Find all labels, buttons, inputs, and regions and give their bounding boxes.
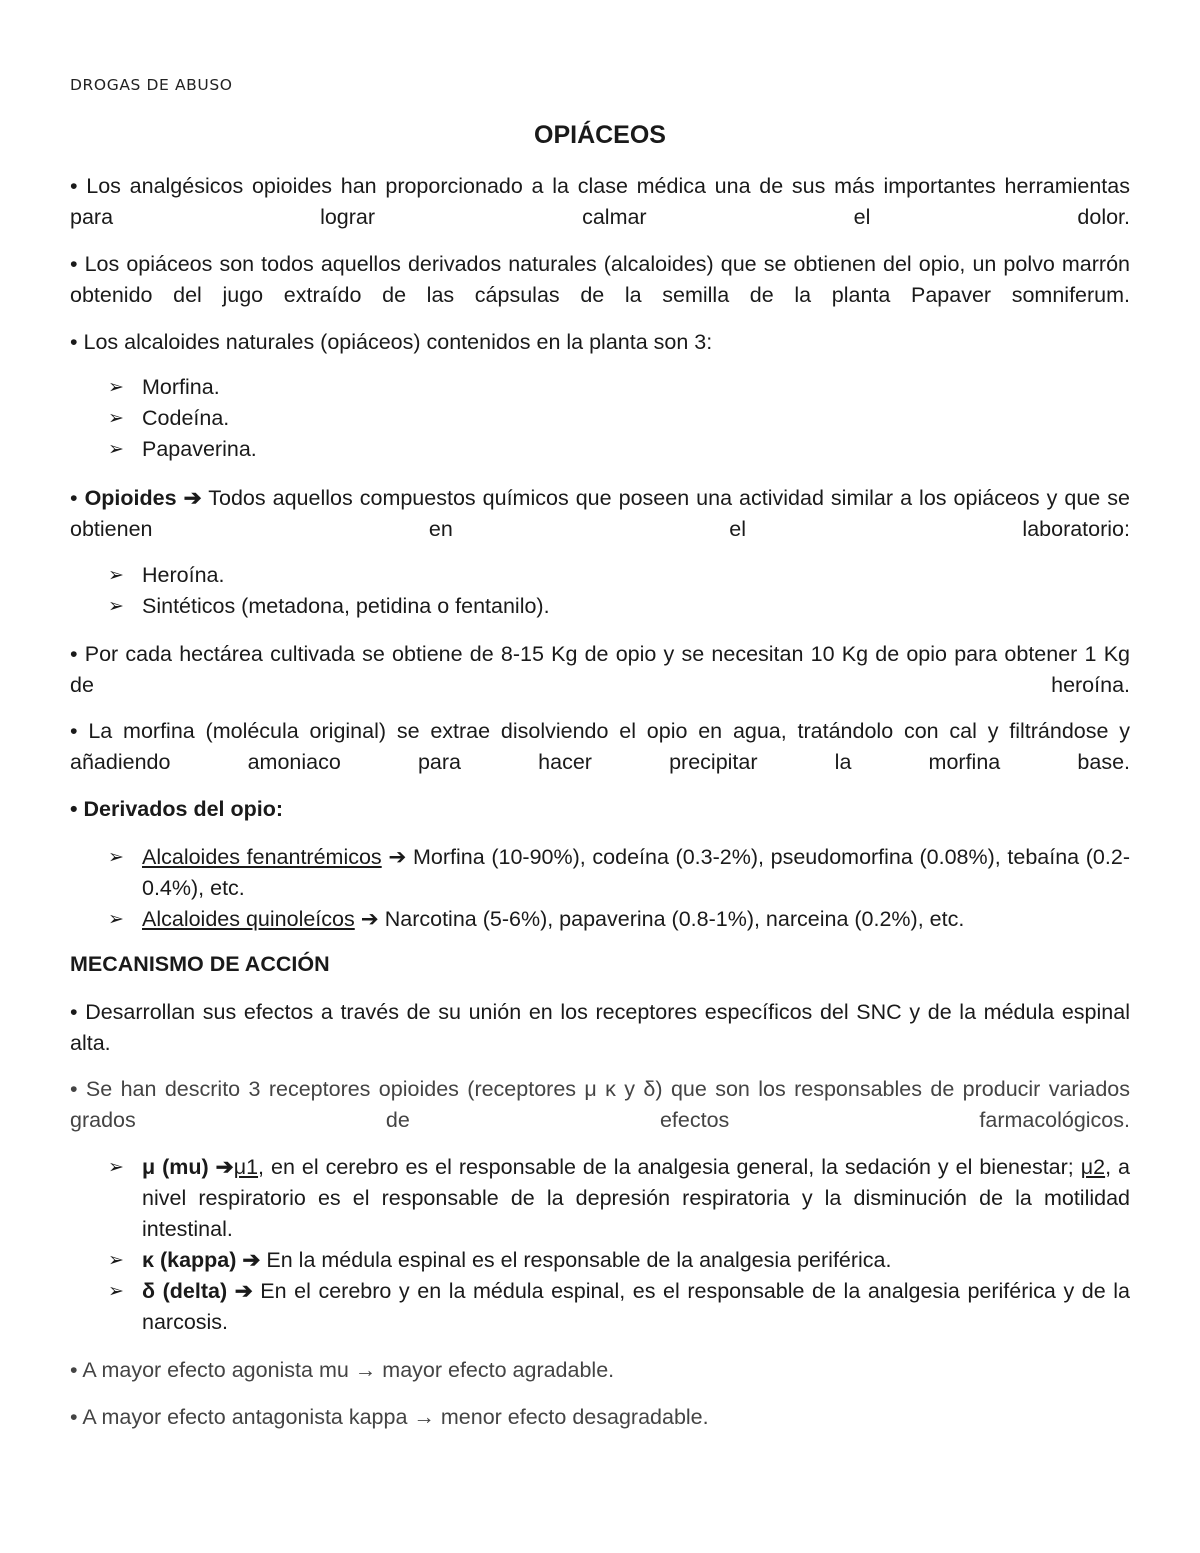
arrow-right-icon: ➔ bbox=[360, 907, 379, 931]
arrow-bullet-icon: ➢ bbox=[108, 565, 124, 586]
arrow-bullet-icon: ➢ bbox=[108, 909, 124, 930]
bullet: • bbox=[70, 797, 78, 821]
list-item-kappa: ➢ κ (kappa) ➔ En la médula espinal es el responsable de la analgesia periférica. bbox=[108, 1245, 1130, 1276]
arrow-bullet-icon: ➢ bbox=[108, 408, 124, 429]
bullet: • bbox=[70, 1000, 78, 1024]
derivados-heading: • Derivados del opio: bbox=[70, 797, 284, 821]
list-item: ➢ Alcaloides quinoleícos ➔ Narcotina (5-6%), papaverina (0.8-1%), narceina (0.2%), etc. bbox=[108, 904, 1130, 935]
paragraph-analgesicos: • Los analgésicos opioides han proporcionado a la clase médica una de sus más importantes herramientas para lograr calmar el dolor. bbox=[70, 174, 1130, 229]
arrow-bullet-icon: ➢ bbox=[108, 1250, 124, 1271]
list-item-delta: ➢ δ (delta) ➔ En el cerebro y en la médula espinal, es el responsable de la analgesia periférica y de la narcosis. bbox=[108, 1276, 1130, 1338]
paragraph-mecanismo-2: • Se han descrito 3 receptores opioides (receptores μ κ y δ) que son los responsables de producir variados grados de efectos farmacológicos. bbox=[70, 1077, 1130, 1132]
bullet: • bbox=[70, 330, 78, 354]
paragraph-antagonista-kappa: • A mayor efecto antagonista kappa → menor efecto desagradable. bbox=[70, 1405, 709, 1429]
document-header: DROGAS DE ABUSO bbox=[70, 76, 233, 94]
bullet: • bbox=[70, 174, 78, 198]
paragraph-morfina: • La morfina (molécula original) se extrae disolviendo el opio en agua, tratándolo con cal y filtrándose y añadiendo amoniaco para hacer precipitar la morfina base. bbox=[70, 719, 1131, 774]
list-item: ➢ Alcaloides fenantrémicos ➔ Morfina (10-90%), codeína (0.3-2%), pseudomorfina (0.08%), tebaína (0.2-0.4%), etc. bbox=[108, 842, 1130, 904]
arrow-right-icon: ➔ bbox=[388, 845, 407, 869]
arrow-bullet-icon: ➢ bbox=[108, 439, 124, 460]
list-item-mu: ➢ μ (mu) ➔μ1, en el cerebro es el responsable de la analgesia general, la sedación y el bienestar; μ2, a nivel respiratorio es el responsable de la depresión respiratoria y la disminución de la motilidad intestinal. bbox=[108, 1152, 1130, 1245]
paragraph-opioides: • Opioides ➔ Todos aquellos compuestos químicos que poseen una actividad similar a los opiáceos y que se obtienen en el laboratorio: bbox=[70, 486, 1130, 541]
arrow-right-icon: ➔ bbox=[215, 1155, 234, 1179]
bullet: • bbox=[70, 642, 78, 666]
bullet: • bbox=[70, 486, 78, 510]
list-item: ➢ Codeína. bbox=[108, 403, 1130, 434]
bullet: • bbox=[70, 719, 78, 743]
arrow-bullet-icon: ➢ bbox=[108, 1157, 124, 1178]
mecanismo-heading: MECANISMO DE ACCIÓN bbox=[70, 952, 330, 976]
paragraph-opiaceos: • Los opiáceos son todos aquellos derivados naturales (alcaloides) que se obtienen del opio, un polvo marrón obtenido del jugo extraído de las cápsulas de la semilla de la planta Papaver somniferum. bbox=[70, 252, 1130, 307]
page-title: OPIÁCEOS bbox=[534, 121, 666, 149]
list-item: ➢ Morfina. bbox=[108, 372, 1130, 403]
paragraph-mecanismo-1: • Desarrollan sus efectos a través de su unión en los receptores específicos del SNC y de la médula espinal alta. bbox=[70, 1000, 1130, 1055]
arrow-bullet-icon: ➢ bbox=[108, 847, 124, 868]
arrow-right-icon: ➔ bbox=[183, 486, 202, 510]
bullet: • bbox=[70, 252, 78, 276]
list-item: ➢ Heroína. bbox=[108, 560, 1130, 591]
arrow-bullet-icon: ➢ bbox=[108, 377, 124, 398]
paragraph-alcaloides: • Los alcaloides naturales (opiáceos) contenidos en la planta son 3: bbox=[70, 330, 713, 354]
paragraph-hectarea: • Por cada hectárea cultivada se obtiene de 8-15 Kg de opio y se necesitan 10 Kg de opio para obtener 1 Kg de heroína. bbox=[70, 642, 1130, 697]
bullet: • bbox=[70, 1405, 78, 1429]
paragraph-agonista-mu: • A mayor efecto agonista mu → mayor efecto agradable. bbox=[70, 1358, 615, 1382]
arrow-bullet-icon: ➢ bbox=[108, 1281, 124, 1302]
bullet: • bbox=[70, 1358, 78, 1382]
bullet: • bbox=[70, 1077, 78, 1101]
list-item: ➢ Papaverina. bbox=[108, 434, 1130, 465]
arrow-right-icon: ➔ bbox=[242, 1248, 261, 1272]
list-item: ➢ Sintéticos (metadona, petidina o fentanilo). bbox=[108, 591, 1130, 622]
arrow-bullet-icon: ➢ bbox=[108, 596, 124, 617]
arrow-right-icon: ➔ bbox=[234, 1279, 253, 1303]
